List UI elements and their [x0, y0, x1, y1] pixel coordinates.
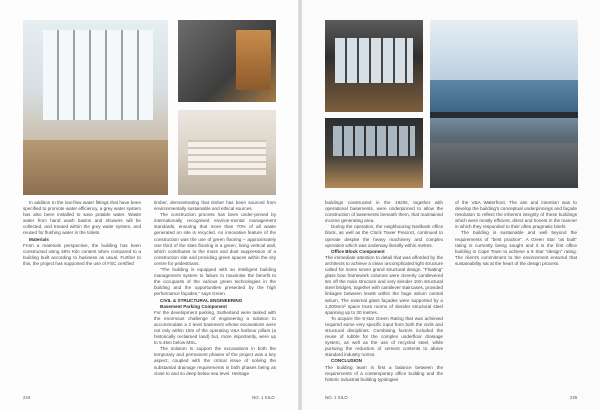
paragraph: The building team is first a balance between the requirements of a contemporary office building and the historic industrial building typologies [325, 364, 443, 382]
paragraph: During the operation, the neighbouring Nedbank office block, as well as the Clock Tower Precinct, continued to operate despite the heavy machinery and complex operation which was underway literally within metres. [325, 224, 443, 248]
paragraph: In addition to the low-flow water fittings that have been specified to promote water efficiency, a grey water system has also been installed to save potable water. Waste water from hand wash basins and showers will be collected, and treated within the grey water system, and reused for flushing water in the toilets. [23, 200, 141, 236]
text-column-1 [23, 200, 141, 267]
paragraph: For the development parking, Sutherland were tasked with the enormous challenge of engineering a solution to accommodate a 2 level basement whose excavations were not only within 15m of the operating V&A harbour pillars (a historically reclaimed land) but, more importantly, were up to 5.45m below MSL. [154, 309, 276, 346]
paragraph: of the V&A Waterfront. The aim and intention was to develop the building's conceptual underpinnings and façade resolution to reflect the inherent integrity of these buildings which were mostly efficient, direct and honest in the manner in which they responded to their often pragmatic briefs. [455, 200, 577, 230]
shelving [188, 140, 266, 175]
paragraph: The immediate attention to detail that was afforded by the architects to achieve a clean uncomplicated light structure called for some seven grand structural design. "Floating" glass bow framework columns were cleverly cantilevered 6m off the main structure and very slender 10m structural steel bridges, together with cantilever staircases, provided linkages between levels within the huge atrium central atrium. The external glass façades were supported by a 1,000mm² space truss rooms of slender structural steel spanning up to 30 metres. [325, 254, 443, 315]
quote-paragraph: "The building is equipped with an intelligent building management system to failure to maximise the benefit to the occupants of the various green technologies in the building and the opportunities presented by the high performance façades," says Green. [154, 267, 276, 297]
sea [430, 80, 578, 112]
spine-gutter [298, 0, 302, 410]
page-number-right: 225 [570, 395, 578, 400]
timber-panel [236, 30, 271, 90]
subheading-conclusion: CONCLUSION [331, 358, 362, 364]
paragraph: buildings constructed in the 1920s, together with operational basements, were underpinned to allow the construction of basements beneath them, that maintained income generating area. [325, 200, 443, 224]
paragraph: To acquire the 6-star Green Rating that was achieved required some very specific input from both the civils and structural disciplines. Combining factors included the reuse of rubble for the complex underfloor drainage system, as well as the use of recycled steel, while pursuing the reduction of cement contents to above standard industry norms. [325, 315, 443, 358]
timber-floor [23, 140, 168, 195]
text-column-4 [455, 200, 577, 267]
meeting-room-photo [325, 20, 423, 112]
office-shelving-photo [178, 110, 276, 195]
paragraph: The building is sustainable and well beyond the requirements of "best practice". A Green Star "as built" rating is currently being sought and it is the first office building in Cape Town to achieve a 6 Star "design" rating. The client's commitment to the environment ensured that sustainability sat at the heart of the design process. [455, 230, 577, 266]
text-column-2 [154, 200, 276, 377]
paragraph: The solution to support the excavations in both the temporary and permanent phases of the project was a key aspect, coupled with the critical issue of solving the substantial drainage requirements in both phases being as close to and so deep below sea level. Heritage [154, 346, 276, 376]
page-number-left: 224 [23, 395, 31, 400]
paragraph: From a materials perspective, the building has been constructed using 48% Kiln content when compared to a building built according to business as usual. Further to this, the project has supported the use of FSC certified [23, 242, 141, 266]
harbour-view-photo [430, 20, 578, 188]
window-band [335, 38, 413, 83]
lounge-window-photo [325, 118, 423, 188]
subheading-basement: Basement Parking Component [160, 303, 227, 309]
running-footer-right: NO. 1 SILO [325, 395, 348, 400]
deck [430, 143, 578, 188]
balcony-rail [430, 112, 578, 118]
subheading-office-block: Office Block Component [331, 248, 385, 254]
subheading-materials: Materials [29, 236, 49, 242]
glazed-wall [43, 30, 153, 120]
window-band [333, 126, 415, 156]
timber-wall-photo [178, 20, 276, 102]
paragraph: timber, demonstrating that timber has been sourced from environmentally sustainable and ethical sources. [154, 200, 276, 212]
text-column-3 [325, 200, 443, 383]
section-heading-civil: CIVIL & STRUCTURAL ENGINEERING [160, 297, 243, 303]
paragraph: The construction process has been under-pinned by internationally recognised environ-mental management standards, ensuring that more than 70% of all waste generated on site is recycled. An innovative feature of the construction was the use of green flooring – approximately one third of the sites flooring is a green, living vertical wall, which contributes to the moss and dust suppression of a construction site and providing green spaces within the city centre for pedestrians. [154, 212, 276, 266]
interior-atrium-photo [23, 20, 168, 195]
running-footer-left: NO. 1 SILO [252, 395, 275, 400]
